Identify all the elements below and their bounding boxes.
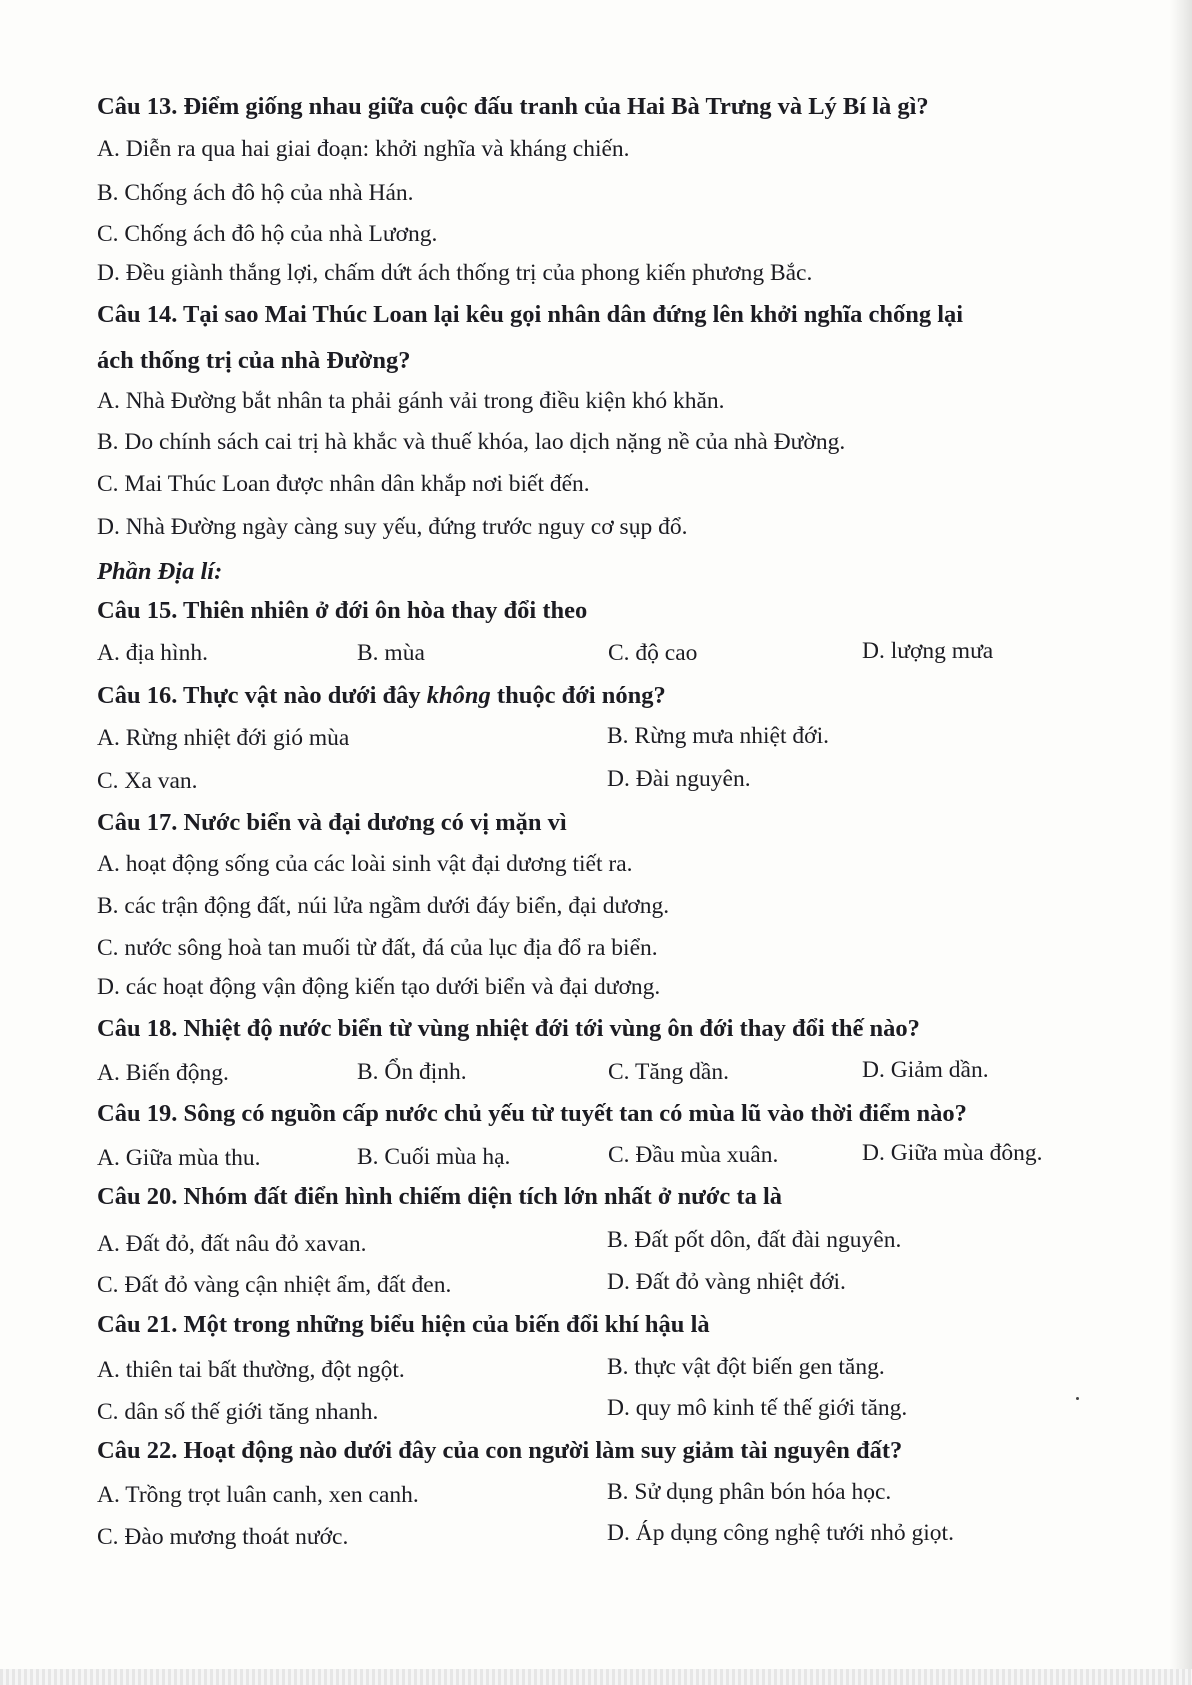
q21-option-a: A. thiên tai bất thường, đột ngột. bbox=[97, 1357, 405, 1383]
question-14-line-1: Câu 14. Tại sao Mai Thúc Loan lại kêu gọi nhân dân đứng lên khởi nghĩa chống lại bbox=[97, 301, 964, 328]
q19-option-c: C. Đầu mùa xuân. bbox=[608, 1142, 779, 1168]
question-16-emphasis: không bbox=[426, 682, 491, 709]
q15-option-a: A. địa hình. bbox=[97, 640, 208, 666]
question-22: Câu 22. Hoạt động nào dưới đây của con người làm suy giảm tài nguyên đất? bbox=[97, 1437, 903, 1464]
q17-option-a: A. hoạt động sống của các loài sinh vật đại dương tiết ra. bbox=[97, 851, 633, 877]
question-19: Câu 19. Sông có nguồn cấp nước chủ yếu từ tuyết tan có mùa lũ vào thời điểm nào? bbox=[97, 1100, 967, 1127]
q13-option-d: D. Đều giành thắng lợi, chấm dứt ách thống trị của phong kiến phương Bắc. bbox=[97, 260, 813, 286]
q13-option-c: C. Chống ách đô hộ của nhà Lương. bbox=[97, 221, 438, 247]
q14-option-b: B. Do chính sách cai trị hà khắc và thuế khóa, lao dịch nặng nề của nhà Đường. bbox=[97, 429, 846, 455]
q16-option-c: C. Xa van. bbox=[97, 768, 198, 794]
q22-option-a: A. Trồng trọt luân canh, xen canh. bbox=[97, 1482, 419, 1508]
q16-option-b: B. Rừng mưa nhiệt đới. bbox=[607, 723, 829, 749]
section-geography-title: Phần Địa lí: bbox=[97, 558, 223, 585]
question-15: Câu 15. Thiên nhiên ở đới ôn hòa thay đổi theo bbox=[97, 597, 588, 624]
scan-edge-right bbox=[1170, 0, 1192, 1685]
question-14-line-2: ách thống trị của nhà Đường? bbox=[97, 347, 411, 374]
q22-option-d: D. Áp dụng công nghệ tưới nhỏ giọt. bbox=[607, 1520, 954, 1546]
q18-option-c: C. Tăng dần. bbox=[608, 1059, 729, 1085]
q21-option-b: B. thực vật đột biến gen tăng. bbox=[607, 1354, 885, 1380]
q20-option-d: D. Đất đỏ vàng nhiệt đới. bbox=[607, 1269, 846, 1295]
q19-option-d: D. Giữa mùa đông. bbox=[862, 1140, 1043, 1166]
q17-option-d: D. các hoạt động vận động kiến tạo dưới biển và đại dương. bbox=[97, 974, 661, 1000]
q19-option-b: B. Cuối mùa hạ. bbox=[357, 1144, 511, 1170]
question-16-text-before: Câu 16. Thực vật nào dưới đây bbox=[97, 682, 427, 709]
scan-edge-bottom bbox=[0, 1669, 1192, 1685]
q20-option-b: B. Đất pốt dôn, đất đài nguyên. bbox=[607, 1227, 902, 1253]
q19-option-a: A. Giữa mùa thu. bbox=[97, 1145, 261, 1171]
q13-option-b: B. Chống ách đô hộ của nhà Hán. bbox=[97, 180, 414, 206]
question-20: Câu 20. Nhóm đất điển hình chiếm diện tích lớn nhất ở nước ta là bbox=[97, 1183, 783, 1210]
q14-option-d: D. Nhà Đường ngày càng suy yếu, đứng trước nguy cơ sụp đổ. bbox=[97, 514, 688, 540]
q18-option-a: A. Biến động. bbox=[97, 1060, 229, 1086]
q22-option-b: B. Sử dụng phân bón hóa học. bbox=[607, 1479, 892, 1505]
q20-option-a: A. Đất đỏ, đất nâu đỏ xavan. bbox=[97, 1231, 367, 1257]
question-16 bbox=[97, 681, 666, 711]
question-18: Câu 18. Nhiệt độ nước biển từ vùng nhiệt đới tới vùng ôn đới thay đổi thế nào? bbox=[97, 1015, 920, 1042]
q14-option-a: A. Nhà Đường bắt nhân ta phải gánh vải trong điều kiện khó khăn. bbox=[97, 388, 725, 414]
q15-option-d: D. lượng mưa bbox=[862, 638, 994, 664]
question-17: Câu 17. Nước biển và đại dương có vị mặn vì bbox=[97, 809, 567, 836]
q15-option-b: B. mùa bbox=[357, 640, 425, 666]
q14-option-c: C. Mai Thúc Loan được nhân dân khắp nơi biết đến. bbox=[97, 471, 590, 497]
scan-speck bbox=[1076, 1397, 1079, 1400]
q21-option-d: D. quy mô kinh tế thế giới tăng. bbox=[607, 1395, 908, 1421]
q18-option-b: B. Ổn định. bbox=[357, 1059, 467, 1085]
q21-option-c: C. dân số thế giới tăng nhanh. bbox=[97, 1399, 379, 1425]
question-13: Câu 13. Điểm giống nhau giữa cuộc đấu tranh của Hai Bà Trưng và Lý Bí là gì? bbox=[97, 93, 929, 120]
q18-option-d: D. Giảm dần. bbox=[862, 1057, 989, 1083]
question-16-text-after: thuộc đới nóng? bbox=[490, 682, 666, 709]
q22-option-c: C. Đào mương thoát nước. bbox=[97, 1524, 349, 1550]
q13-option-a: A. Diễn ra qua hai giai đoạn: khởi nghĩa và kháng chiến. bbox=[97, 136, 630, 162]
q15-option-c: C. độ cao bbox=[608, 640, 698, 666]
q16-option-d: D. Đài nguyên. bbox=[607, 766, 751, 792]
q17-option-b: B. các trận động đất, núi lửa ngầm dưới đáy biển, đại dương. bbox=[97, 893, 670, 919]
q16-option-a: A. Rừng nhiệt đới gió mùa bbox=[97, 725, 350, 751]
question-21: Câu 21. Một trong những biểu hiện của biến đổi khí hậu là bbox=[97, 1311, 710, 1338]
q20-option-c: C. Đất đỏ vàng cận nhiệt ẩm, đất đen. bbox=[97, 1272, 452, 1298]
q17-option-c: C. nước sông hoà tan muối từ đất, đá của lục địa đổ ra biển. bbox=[97, 935, 658, 961]
